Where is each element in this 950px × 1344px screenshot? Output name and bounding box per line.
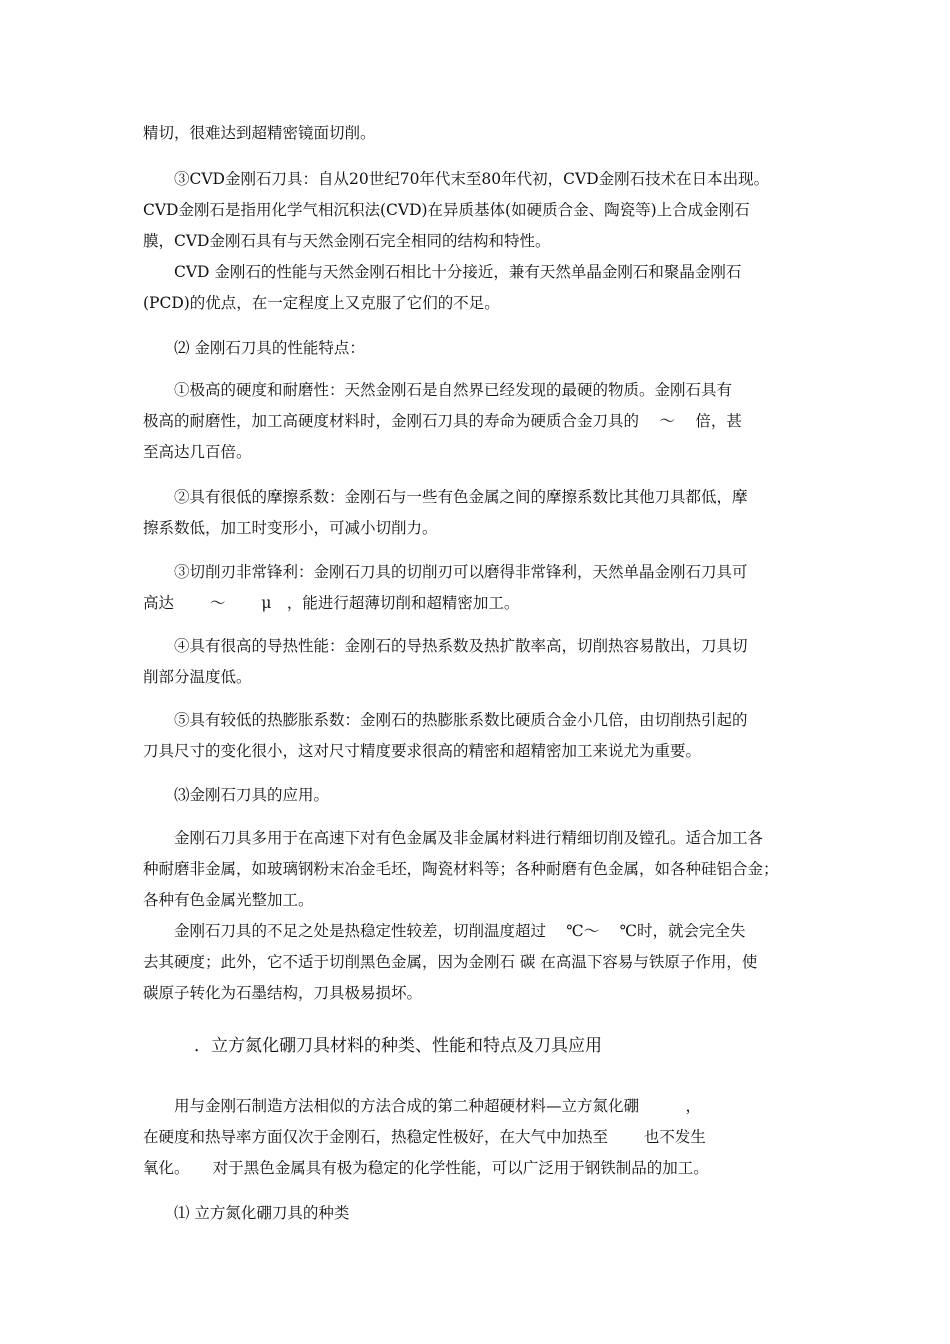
text-line: 去其硬度；此外，它不适于切削黑色金属，因为金刚石 碳 在高温下容易与铁原子作用，使 <box>143 953 758 971</box>
section-heading: ⑴ 立方氮化硼刀具的种类 <box>143 1204 350 1222</box>
section-heading: ⑵ 金刚石刀具的性能特点： <box>143 339 365 357</box>
text-line: (PCD)的优点，在一定程度上又克服了它们的不足。 <box>143 294 500 312</box>
text-line: CVD 金刚石的性能与天然金刚石相比十分接近，兼有天然单晶金刚石和聚晶金刚石 <box>143 263 742 281</box>
text-line: 擦系数低，加工时变形小，可减小切削力。 <box>143 519 438 537</box>
text-line: ③切削刃非常锋利：金刚石刀具的切削刃可以磨得非常锋利，天然单晶金刚石刀具可 <box>143 563 748 581</box>
text-line: ③CVD金刚石刀具：自从20世纪70年代末至80年代初，CVD金刚石技术在日本出现。 <box>143 170 770 188</box>
text-line: 碳原子转化为石墨结构，刀具极易损坏。 <box>143 984 423 1002</box>
text-line: 各种有色金属光整加工。 <box>143 891 314 909</box>
text-line: 精切，很难达到超精密镜面切削。 <box>143 124 376 142</box>
text-line: ⑤具有较低的热膨胀系数：金刚石的热膨胀系数比硬质合金小几倍，由切削热引起的 <box>143 711 748 729</box>
text-line: 至高达几百倍。 <box>143 443 252 461</box>
text-line: 高达 ～ μ ，能进行超薄切削和超精密加工。 <box>143 594 520 612</box>
chapter-heading: ．立方氮化硼刀具材料的种类、性能和特点及刀具应用 <box>143 1036 602 1056</box>
text-line: 刀具尺寸的变化很小，这对尺寸精度要求很高的精密和超精密加工来说尤为重要。 <box>143 742 702 760</box>
text-line: 种耐磨非金属，如玻璃钢粉末冶金毛坯，陶瓷材料等；各种耐磨有色金属，如各种硅铝合金； <box>143 860 779 878</box>
text-line: 膜，CVD金刚石具有与天然金刚石完全相同的结构和特性。 <box>143 232 551 250</box>
section-heading: ⑶金刚石刀具的应用。 <box>143 786 330 804</box>
text-line: 削部分温度低。 <box>143 668 252 686</box>
text-line: 极高的耐磨性，加工高硬度材料时，金刚石刀具的寿命为硬质合金刀具的 ～ 倍，甚 <box>143 412 742 430</box>
text-line: ④具有很高的导热性能：金刚石的导热系数及热扩散率高，切削热容易散出，刀具切 <box>143 637 748 655</box>
text-line: ②具有很低的摩擦系数：金刚石与一些有色金属之间的摩擦系数比其他刀具都低，摩 <box>143 488 748 506</box>
text-line: 金刚石刀具多用于在高速下对有色金属及非金属材料进行精细切削及镗孔。适合加工各 <box>143 829 764 847</box>
text-line: 氧化。 对于黑色金属具有极为稳定的化学性能，可以广泛用于钢铁制品的加工。 <box>143 1159 709 1177</box>
text-line: CVD金刚石是指用化学气相沉积法(CVD)在异质基体(如硬质合金、陶瓷等)上合成金刚石 <box>143 201 750 219</box>
text-line: ①极高的硬度和耐磨性：天然金刚石是自然界已经发现的最硬的物质。金刚石具有 <box>143 381 733 399</box>
text-line: 在硬度和热导率方面仅次于金刚石，热稳定性极好，在大气中加热至 也不发生 <box>143 1128 706 1146</box>
text-line: 金刚石刀具的不足之处是热稳定性较差，切削温度超过 ℃～ ℃时，就会完全失 <box>143 922 746 940</box>
text-line: 用与金刚石制造方法相似的方法合成的第二种超硬材料—立方氮化硼 ， <box>143 1097 702 1115</box>
